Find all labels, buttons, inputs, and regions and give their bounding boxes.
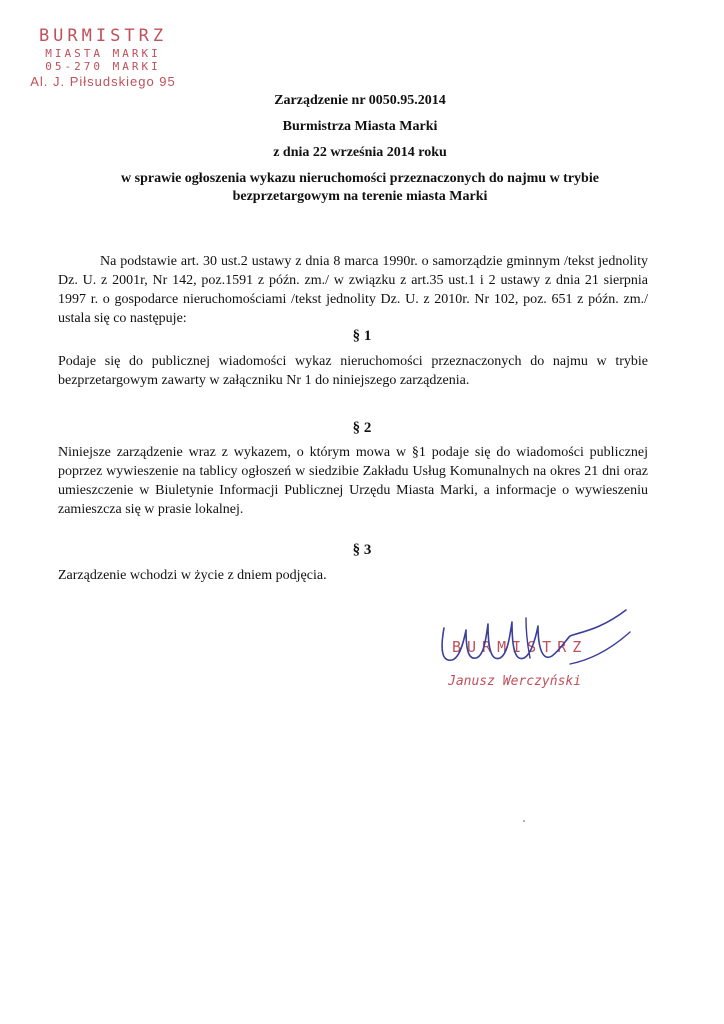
signature-area (430, 600, 660, 700)
section-1-mark: § 1 (352, 328, 372, 344)
signature-stamp-title: BURMISTRZ (452, 638, 588, 656)
title-date: z dnia 22 września 2014 roku (273, 145, 447, 160)
section-1-text: Podaje się do publicznej wiadomości wykaz nieruchomości przeznaczonych do najmu w trybie bezprzetargowym zawarty w załączniku Nr 1 do niniejszego zarządzenia. (58, 354, 648, 388)
section-2-mark: § 2 (352, 420, 372, 436)
title-number: Zarządzenie nr 0050.95.2014 (274, 93, 446, 108)
header-stamp-line4: Al. J. Piłsudskiego 95 (30, 73, 176, 89)
scan-speck (523, 820, 525, 822)
section-3-text: Zarządzenie wchodzi w życie z dniem podjęcia. (58, 568, 327, 583)
title-subject-line2: bezprzetargowym na terenie miasta Marki (232, 189, 488, 204)
handwritten-signature (430, 600, 660, 700)
header-stamp-line3: 05-270 MARKI (45, 60, 161, 74)
title-subject-line1: w sprawie ogłoszenia wykazu nieruchomości przeznaczonych do najmu w trybie (121, 171, 599, 186)
intro-paragraph: Na podstawie art. 30 ust.2 ustawy z dnia 8 marca 1990r. o samorządzie gminnym /tekst jednolity Dz. U. z 2001r, Nr 142, poz.1591 z późn. zm./ w związku z art.35 ust.1 i 2 ustawy z dnia 21 sierpnia 1997 r. o gospodarce nieruchomościami /tekst jednolity Dz. U. z 2010r. Nr 102, poz. 651 z późn. zm./ ustala się co następuje: (58, 254, 648, 326)
signature-stamp-name: Janusz Werczyński (448, 674, 582, 689)
section-3-mark: § 3 (352, 542, 372, 558)
section-2-text: Niniejsze zarządzenie wraz z wykazem, o którym mowa w §1 podaje się do wiadomości publicznej poprzez wywieszenie na tablicy ogłoszeń w siedzibie Zakładu Usług Komunalnych na okres 21 dni oraz umieszczenie w Biuletynie Informacji Publicznej Urzędu Miasta Marki, a informacje o wywieszeniu zamieszcza się w prasie lokalnej. (58, 445, 648, 517)
title-issuer: Burmistrza Miasta Marki (282, 119, 438, 134)
header-stamp-line2: MIASTA MARKI (45, 46, 161, 60)
header-stamp (18, 28, 188, 89)
document-title (60, 92, 660, 206)
header-stamp-line1: BURMISTRZ (38, 26, 168, 46)
